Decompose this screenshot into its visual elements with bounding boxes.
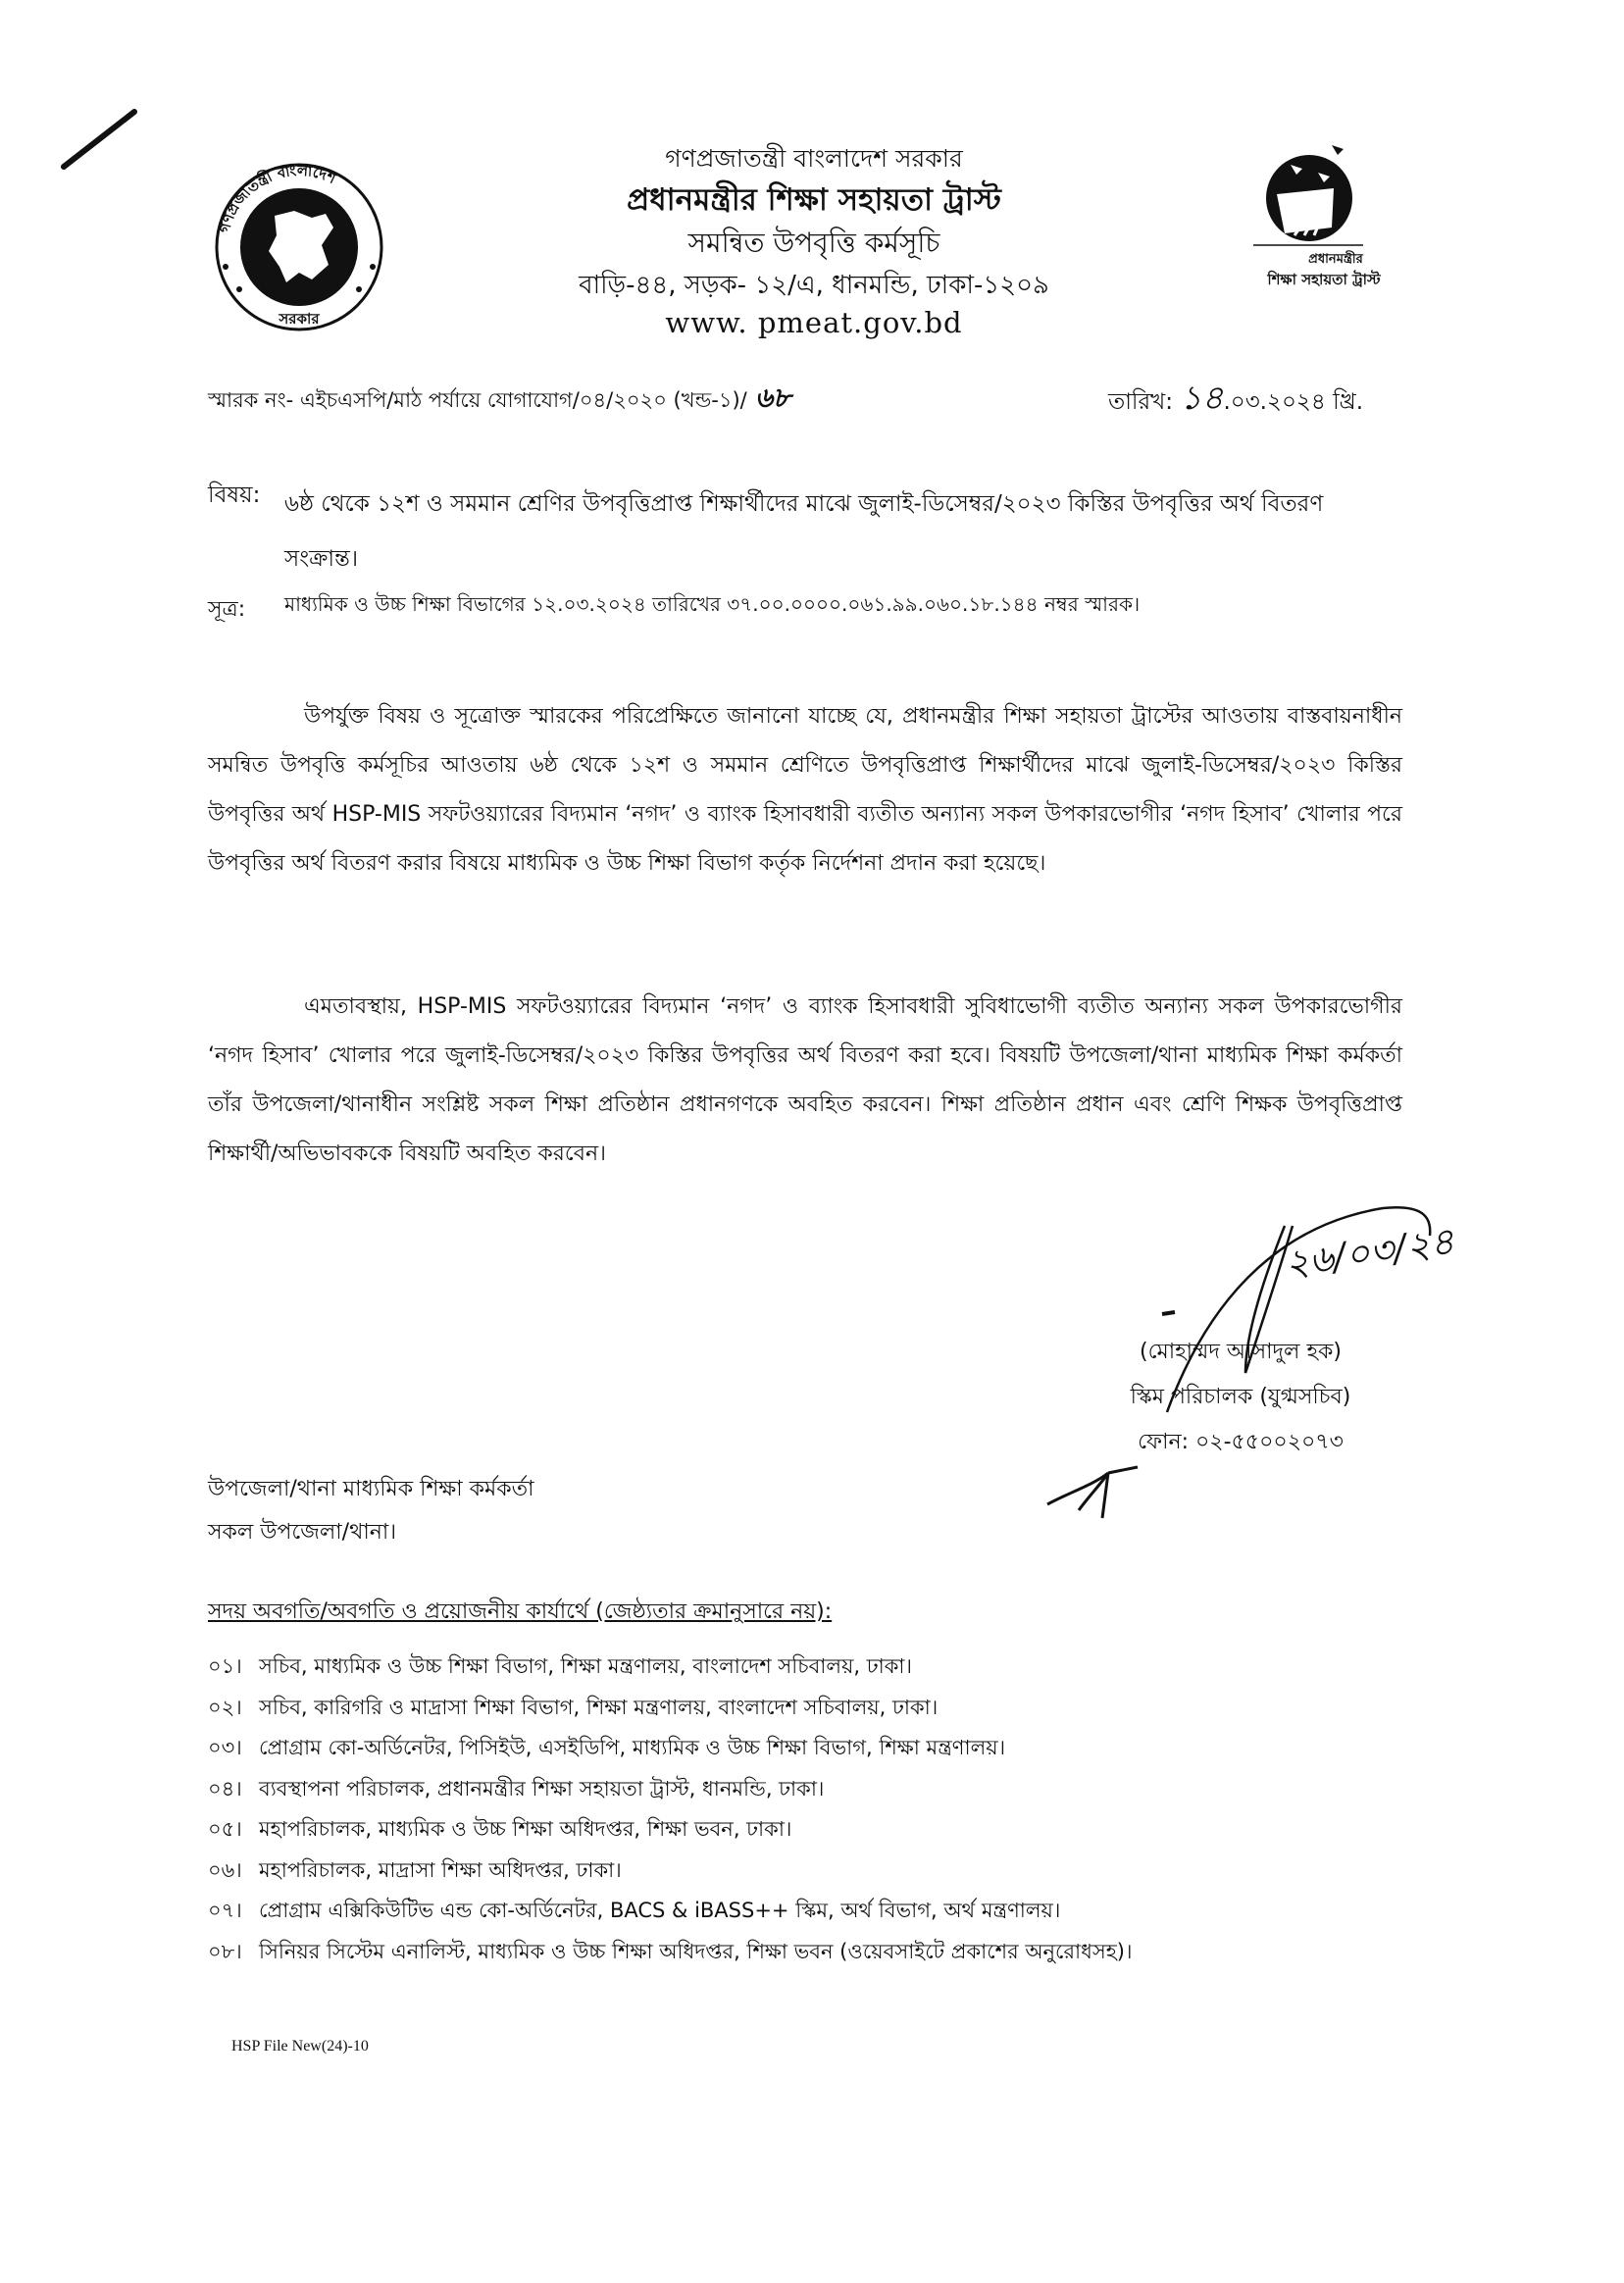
list-item-number: ০২। xyxy=(208,1695,242,1719)
recipient-block xyxy=(208,1468,534,1554)
date-handwritten-day: ১৪ xyxy=(1180,379,1224,418)
header-organization: প্রধানমন্ত্রীর শিক্ষা সহায়তা ট্রাস্ট xyxy=(627,182,1001,218)
recipient-line-2: সকল উপজেলা/থানা। xyxy=(208,1520,397,1545)
file-code-footer: HSP File New(24)-10 xyxy=(231,2038,369,2055)
subject-label: বিষয়: xyxy=(208,482,261,508)
memo-number-label: স্মারক নং- এইচএসপি/মাঠ পর্যায়ে যোগাযোগ/০৪/২০২০ (খন্ড-১)/ xyxy=(208,388,747,412)
government-seal-icon xyxy=(196,157,402,333)
list-item xyxy=(208,1770,1444,1811)
list-item-text: সচিব, কারিগরি ও মাদ্রাসা শিক্ষা বিভাগ, শিক্ষা মন্ত্রণালয়, বাংলাদেশ সচিবালয়, ঢাকা। xyxy=(259,1695,939,1719)
pen-stroke-mark xyxy=(54,106,142,175)
handwritten-initial xyxy=(1040,1463,1147,1522)
body-paragraph-1: উপর্যুক্ত বিষয় ও সূত্রোক্ত স্মারকের পরিপ্রেক্ষিতে জানানো যাচ্ছে যে, প্রধানমন্ত্রীর শিক্ষা সহায়তা ট্রাস্টের আওতায় বাস্তবায়নাধীন সমন্বিত উপবৃত্তি কর্মসূচির আওতায় ৬ষ্ঠ থেকে ১২শ ও সমমান শ্রেণিতে উপবৃত্তিপ্রাপ্ত শিক্ষার্থীদের মাঝে জুলাই-ডিসেম্বর/২০২৩ কিস্তির উপবৃত্তির অর্থ HSP-MIS সফটওয়্যারের বিদ্যমান ‘নগদ’ ও ব্যাংক হিসাবধারী ব্যতীত অন্যান্য সকল উপকারভোগীর ‘নগদ হিসাব’ খোলার পরে উপবৃত্তির অর্থ বিতরণ করার বিষয়ে মাধ্যমিক ও উচ্চ শিক্ষা বিভাগ কর্তৃক নির্দেশনা প্রদান করা হয়েছে। xyxy=(208,704,1402,876)
list-item-number: ০১। xyxy=(208,1654,242,1679)
list-item xyxy=(208,1892,1444,1933)
list-item xyxy=(208,1852,1444,1893)
signature-handwritten-date: ২৬/০৩/২৪ xyxy=(1282,1219,1457,1286)
list-item-text: প্রোগ্রাম কো-অর্ডিনেটর, পিসিইউ, এসইডিপি, মাধ্যমিক ও উচ্চ শিক্ষা বিভাগ, শিক্ষা মন্ত্রণালয়। xyxy=(259,1736,1006,1760)
list-item-text: প্রোগ্রাম এক্সিকিউটিভ এন্ড কো-অর্ডিনেটর, BACS & iBASS++ স্কিম, অর্থ বিভাগ, অর্থ মন্ত্রণালয়। xyxy=(259,1899,1061,1923)
list-item-text: সচিব, মাধ্যমিক ও উচ্চ শিক্ষা বিভাগ, শিক্ষা মন্ত্রণালয়, বাংলাদেশ সচিবালয়, ঢাকা। xyxy=(259,1654,913,1679)
memo-date xyxy=(1108,373,1363,429)
date-rest: .০৩.২০২৪ খ্রি. xyxy=(1223,389,1364,415)
date-label: তারিখ: xyxy=(1108,389,1174,415)
copy-distribution-list xyxy=(208,1648,1444,1973)
list-item-text: ব্যবস্থাপনা পরিচালক, প্রধানমন্ত্রীর শিক্ষা সহায়তা ট্রাস্ট, ধানমন্ডি, ঢাকা। xyxy=(259,1776,825,1801)
trust-logo-icon xyxy=(1216,137,1402,309)
list-item xyxy=(208,1810,1444,1852)
list-item-text: মহাপরিচালক, মাদ্রাসা শিক্ষা অধিদপ্তর, ঢাকা। xyxy=(259,1857,622,1882)
copy-distribution-title: সদয় অবগতি/অবগতি ও প্রয়োজনীয় কার্যার্থে (জেষ্ঠ্যতার ক্রমানুসারে নয়): xyxy=(208,1599,833,1624)
signatory-designation: স্কিম পরিচালক (যুগ্মসচিব) xyxy=(1130,1385,1351,1409)
header-program: সমন্বিত উপবৃত্তি কর্মসূচি xyxy=(687,227,940,259)
logo-text-line2: শিক্ষা সহায়তা ট্রাস্ট xyxy=(1267,271,1381,288)
header-government: গণপ্রজাতন্ত্রী বাংলাদেশ সরকার xyxy=(665,144,963,173)
memo-number xyxy=(208,377,790,423)
reference-label: সূত্র: xyxy=(208,597,246,622)
list-item-number: ০৫। xyxy=(208,1817,242,1842)
seal-text-top: গণপ্রজাতন্ত্রী বাংলাদেশ xyxy=(215,161,339,235)
signatory-name: (মোহাম্মদ আসাদুল হক) xyxy=(1140,1340,1342,1364)
memo-number-handwritten: ৬৮ xyxy=(754,381,791,414)
signatory-phone: ফোন: ০২-৫৫০০২০৭৩ xyxy=(1138,1430,1344,1454)
list-item xyxy=(208,1648,1444,1689)
list-item-number: ০৩। xyxy=(208,1736,242,1760)
seal-text-bottom: সরকার xyxy=(279,310,320,328)
reference-text: মাধ্যমিক ও উচ্চ শিক্ষা বিভাগের ১২.০৩.২০২৪ তারিখের ৩৭.০০.০০০০.০৬১.৯৯.০৬০.১৮.১৪৪ নম্বর স্মারক। xyxy=(284,592,1141,616)
list-item-text: সিনিয়র সিস্টেম এনালিস্ট, মাধ্যমিক ও উচ্চ শিক্ষা অধিদপ্তর, শিক্ষা ভবন (ওয়েবসাইটে প্রকাশের অনুরোধসহ)। xyxy=(259,1939,1133,1963)
list-item-number: ০৪। xyxy=(208,1776,242,1801)
logo-text-line1: প্রধানমন্ত্রীর xyxy=(1308,252,1363,267)
signatory-block xyxy=(1069,1330,1412,1465)
list-item-number: ০৮। xyxy=(208,1939,242,1963)
header-website: www. pmeat.gov.bd xyxy=(665,306,963,339)
body-paragraph-2: এমতাবস্থায়, HSP-MIS সফটওয়্যারের বিদ্যমান ‘নগদ’ ও ব্যাংক হিসাবধারী সুবিধাভোগী ব্যতীত অন্যান্য সকল উপকারভোগীর ‘নগদ হিসাব’ খোলার পরে জুলাই-ডিসেম্বর/২০২৩ কিস্তির উপবৃত্তির অর্থ বিতরণ করা হবে। বিষয়টি উপজেলা/থানা মাধ্যমিক শিক্ষা কর্মকর্তা তাঁর উপজেলা/থানাধীন সংশ্লিষ্ট সকল শিক্ষা প্রতিষ্ঠান প্রধানগণকে অবহিত করবেন। শিক্ষা প্রতিষ্ঠান প্রধান এবং শ্রেণি শিক্ষক উপবৃত্তিপ্রাপ্ত শিক্ষার্থী/অভিভাবককে বিষয়টি অবহিত করবেন। xyxy=(208,994,1402,1166)
subject-text: ৬ষ্ঠ থেকে ১২শ ও সমমান শ্রেণির উপবৃত্তিপ্রাপ্ত শিক্ষার্থীদের মাঝে জুলাই-ডিসেম্বর/২০২৩ কিস্তির উপবৃত্তির অর্থ বিতরণ সংক্রান্ত। xyxy=(284,491,1324,572)
list-item-text: মহাপরিচালক, মাধ্যমিক ও উচ্চ শিক্ষা অধিদপ্তর, শিক্ষা ভবন, ঢাকা। xyxy=(259,1817,792,1842)
list-item-number: ০৭। xyxy=(208,1899,242,1923)
list-item-number: ০৬। xyxy=(208,1857,242,1882)
recipient-line-1: উপজেলা/থানা মাধ্যমিক শিক্ষা কর্মকর্তা xyxy=(208,1477,534,1501)
government-seal xyxy=(196,157,402,333)
list-item xyxy=(208,1729,1444,1770)
trust-logo xyxy=(1216,137,1402,309)
list-item xyxy=(208,1689,1444,1730)
header-address: বাড়ি-৪৪, সড়ক- ১২/এ, ধানমন্ডি, ঢাকা-১২০৯ xyxy=(579,271,1049,300)
list-item xyxy=(208,1933,1444,1974)
